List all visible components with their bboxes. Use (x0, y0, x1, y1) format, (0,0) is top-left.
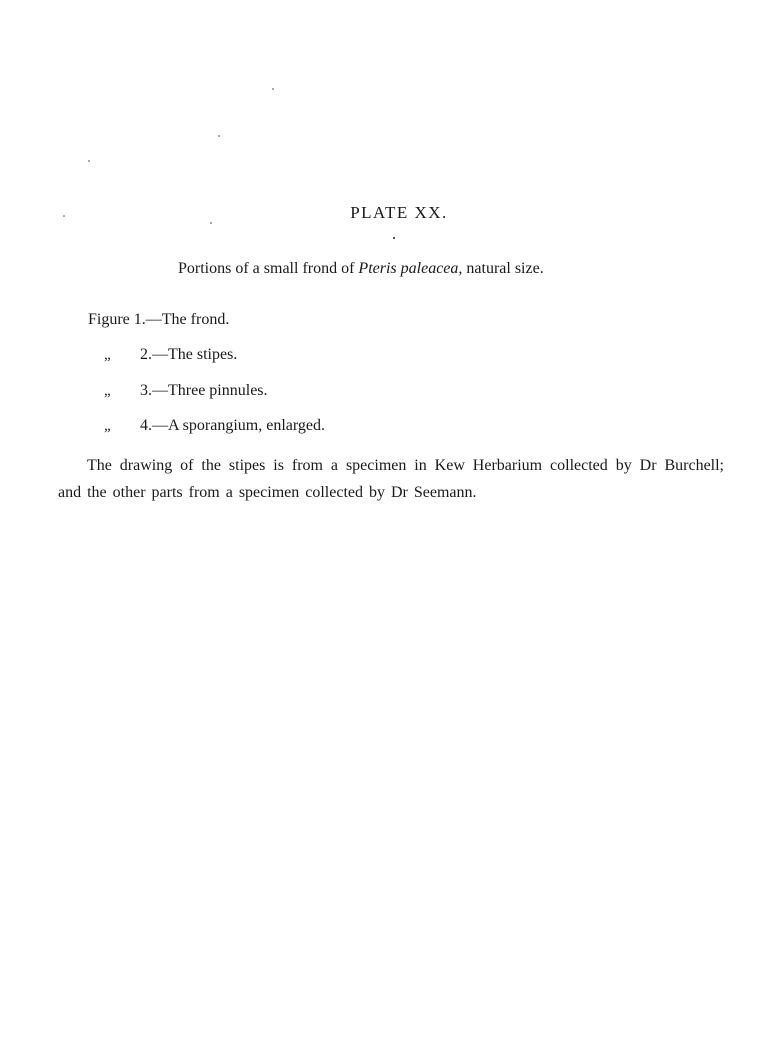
figure-marker: Figure (88, 311, 130, 328)
caption-species: Pteris paleacea, (358, 260, 463, 277)
figure-text: 1.—The frond. (133, 311, 230, 328)
figure-text: 3.—Three pinnules. (140, 382, 268, 399)
caption-prefix: Portions of a small frond of (178, 260, 359, 277)
source-note: The drawing of the stipes is from a specimen in Kew Herbarium collected by Dr Burchell; and the other parts from a specimen collected by Dr Seemann. (58, 457, 724, 501)
figure-item-1 (88, 311, 229, 329)
figure-item-2 (104, 346, 237, 364)
ditto-mark: „ (104, 418, 111, 434)
figure-text: 4.—A sporangium, enlarged. (140, 417, 326, 434)
figure-item-3 (104, 382, 268, 400)
caption-suffix: natural size. (462, 260, 544, 277)
scan-speck (218, 135, 220, 137)
ditto-mark: „ (104, 383, 111, 399)
scan-speck (272, 88, 274, 90)
plate-title: PLATE XX. (350, 203, 448, 222)
figure-text: 2.—The stipes. (140, 346, 238, 363)
plate-caption (178, 260, 544, 278)
ditto-mark: „ (104, 347, 111, 363)
figure-item-4 (104, 417, 325, 435)
scan-speck (88, 160, 90, 162)
title-dot (393, 237, 395, 239)
